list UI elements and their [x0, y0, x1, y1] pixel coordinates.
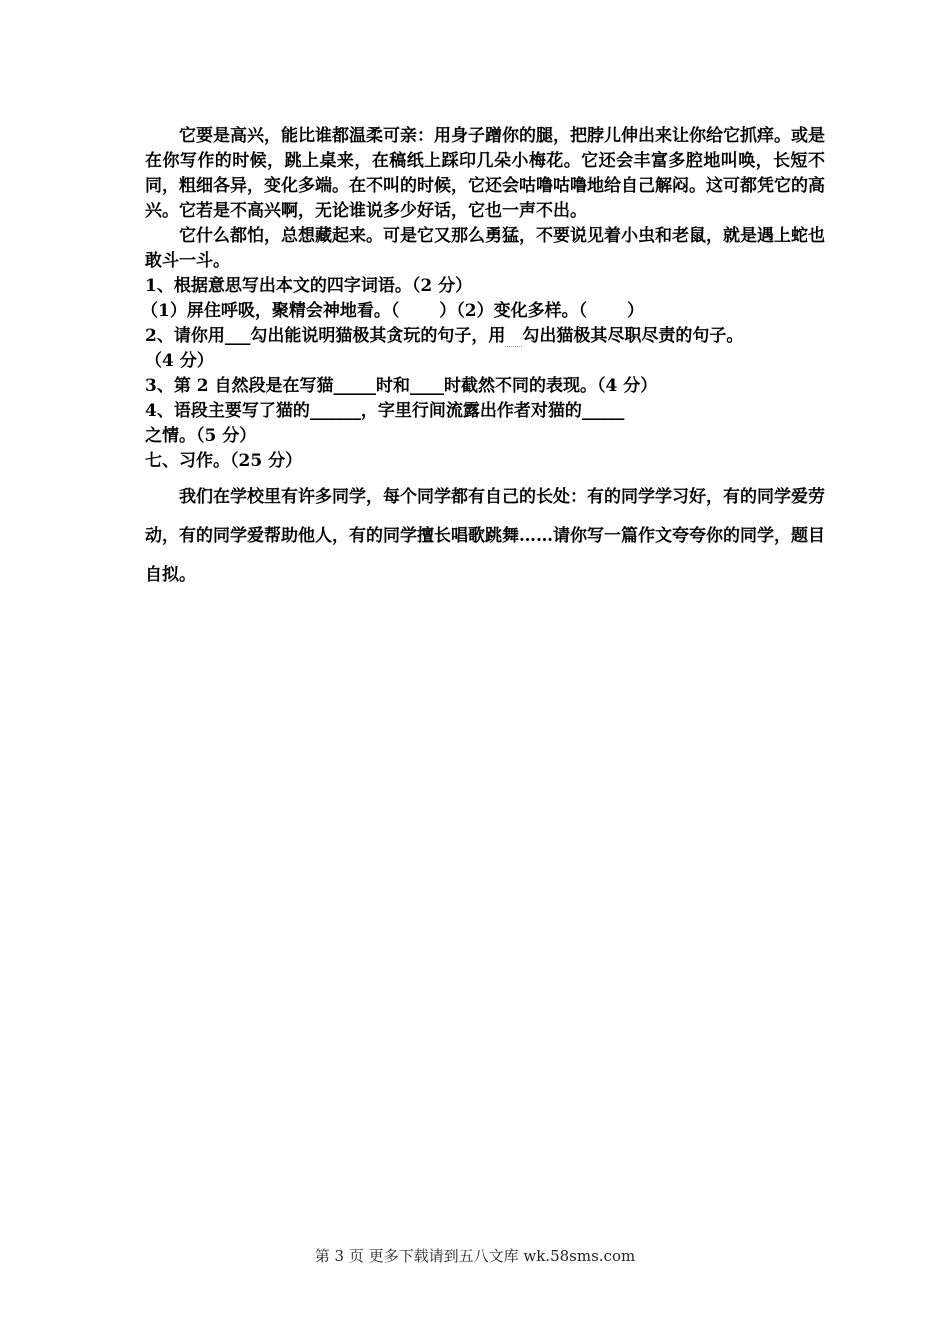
page-footer: 第 3 页 更多下载请到五八文库 wk.58sms.com	[314, 1247, 636, 1265]
question-2-part-b: 勾出猫极其尽职尽责的句子。	[522, 326, 744, 346]
passage-paragraph-2: 它什么都怕，总想藏起来。可是它又那么勇猛，不要说见着小虫和老鼠，就是遇上蛇也敢斗一斗。	[145, 226, 825, 271]
essay-prompt: 我们在学校里有许多同学，每个同学都有自己的长处：有的同学学习好，有的同学爱劳动，有的同学爱帮助他人，有的同学擅长唱歌跳舞……请你写一篇作文夸夸你的同学，题目自拟。	[145, 487, 825, 585]
page-content	[141, 124, 825, 595]
passage-paragraph-1: 它要是高兴，能比谁都温柔可亲：用身子蹭你的腿，把脖儿伸出来让你给它抓痒。或是在你写作的时候，跳上桌来，在稿纸上踩印几朵小梅花。它还会丰富多腔地叫唤，长短不同，粗细各异，变化多端。在不叫的时候，它还会咕噜咕噜地给自己解闷。这可都凭它的高兴。它若是不高兴啊，无论谁说多少好话，它也一声不出。	[145, 126, 825, 221]
question-1-subitems: （1）屏住呼吸，聚精会神地看。（ ）（2）变化多样。（ ）	[141, 301, 644, 321]
question-3: 3、第 2 自然段是在写猫_____时和____时截然不同的表现。（4 分）	[145, 376, 658, 396]
question-2	[145, 324, 825, 349]
question-2-part-a: 2、请你用___勾出能说明猫极其贪玩的句子，用	[145, 326, 506, 346]
question-4-line-2: 之情。（5 分）	[145, 426, 257, 446]
question-1: 1、根据意思写出本文的四字词语。（2 分）	[145, 276, 473, 296]
question-2-score: （4 分）	[145, 351, 214, 371]
question-4-line-1: 4、语段主要写了猫的______，字里行间流露出作者对猫的_____	[145, 401, 625, 421]
wavy-underline-mark	[505, 326, 522, 347]
section-heading: 七、习作。（25 分）	[145, 451, 303, 471]
